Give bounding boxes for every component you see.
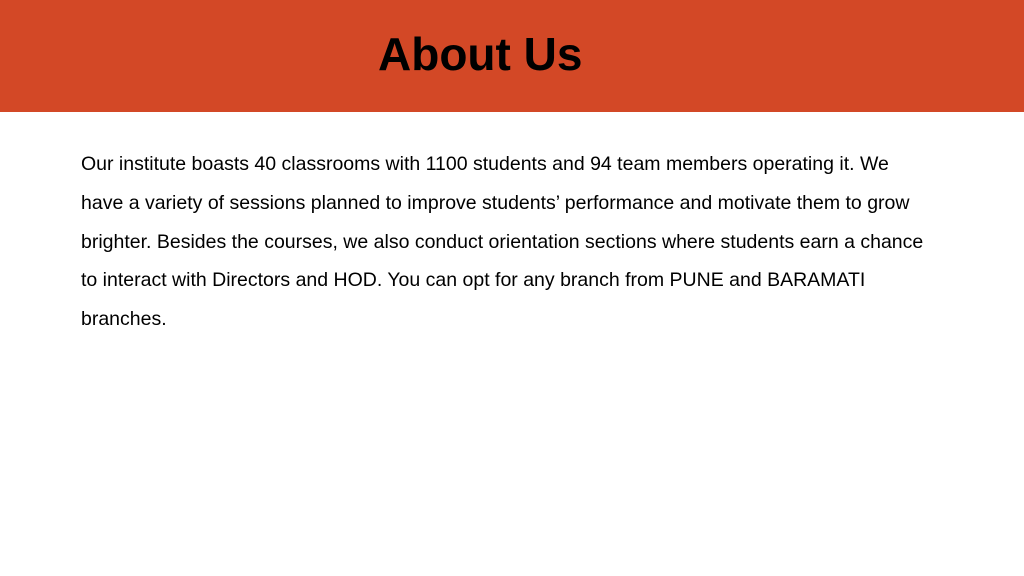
title-bar: [0, 0, 1024, 112]
page-title: About Us: [378, 28, 583, 80]
about-paragraph: Our institute boasts 40 classrooms with 1100 students and 94 team members operating it. We have a variety of sessions planned to improve students’ performance and motivate them to grow brighter. Besides the courses, we also conduct orientation sections where students earn a chance to interact with Directors and HOD. You can opt for any branch from PUNE and BARAMATI branches.: [81, 153, 924, 331]
